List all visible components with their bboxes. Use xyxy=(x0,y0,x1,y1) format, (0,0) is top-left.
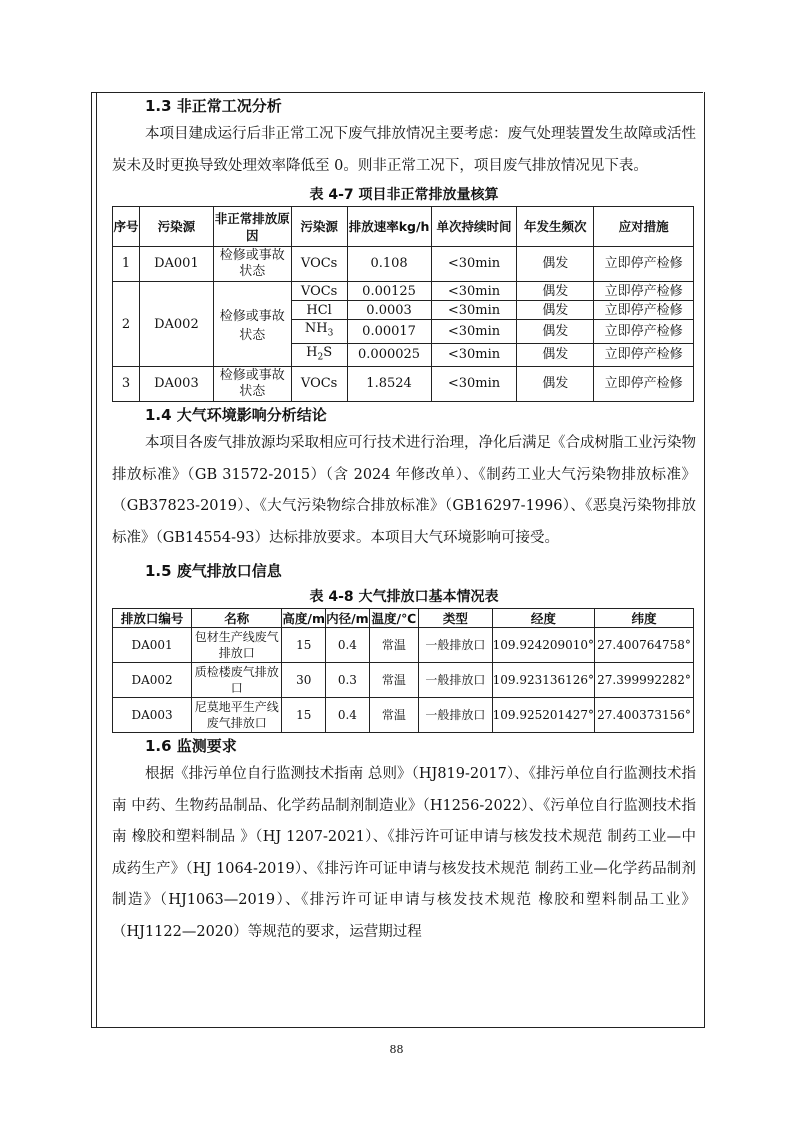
cell-temperature: 常温 xyxy=(369,663,418,698)
col-header-temperature: 温度/℃ xyxy=(369,609,418,628)
cell-frequency: 偶发 xyxy=(517,282,594,301)
col-header-source: 污染源 xyxy=(139,207,213,247)
cell-rate: 0.00017 xyxy=(347,320,431,344)
cell-frequency: 偶发 xyxy=(517,367,594,402)
section-heading-1-4: 1.4 大气环境影响分析结论 xyxy=(145,406,327,425)
cell-frequency: 偶发 xyxy=(517,301,594,320)
col-header-measure: 应对措施 xyxy=(594,207,694,247)
table-4-8 xyxy=(112,608,694,733)
col-header-latitude: 纬度 xyxy=(595,609,694,628)
cell-duration: <30min xyxy=(431,367,517,402)
table-row xyxy=(113,628,694,663)
cell-height: 15 xyxy=(282,628,326,663)
cell-rate: 0.0003 xyxy=(347,301,431,320)
cell-measure: 立即停产检修 xyxy=(594,301,694,320)
col-header-name: 名称 xyxy=(192,609,282,628)
cell-diameter: 0.4 xyxy=(326,628,370,663)
cell-type: 一般排放口 xyxy=(419,663,493,698)
cell-reason: 检修或事故状态 xyxy=(213,282,291,367)
table-header-row xyxy=(113,609,694,628)
cell-frequency: 偶发 xyxy=(517,343,594,367)
cell-name: 质检楼废气排放口 xyxy=(192,663,282,698)
cell-name: 包材生产线废气排放口 xyxy=(192,628,282,663)
col-header-type: 类型 xyxy=(419,609,493,628)
section-heading-1-5: 1.5 废气排放口信息 xyxy=(145,562,282,581)
table-row xyxy=(113,367,694,402)
cell-pollutant xyxy=(291,320,347,344)
cell-measure: 立即停产检修 xyxy=(594,282,694,301)
cell-duration: <30min xyxy=(431,320,517,344)
cell-rate: 0.108 xyxy=(347,247,431,282)
cell-latitude: 27.400373156° xyxy=(595,698,694,733)
cell-outlet-id: DA001 xyxy=(113,628,192,663)
cell-duration: <30min xyxy=(431,343,517,367)
cell-duration: <30min xyxy=(431,301,517,320)
cell-no: 3 xyxy=(113,367,140,402)
col-header-reason: 非正常排放原因 xyxy=(213,207,291,247)
table-4-8-caption: 表 4-8 大气排放口基本情况表 xyxy=(309,589,499,606)
cell-no: 1 xyxy=(113,247,140,282)
page-number: 88 xyxy=(389,1043,404,1056)
cell-pollutant xyxy=(291,343,347,367)
cell-pollutant: HCl xyxy=(291,301,347,320)
cell-outlet-id: DA003 xyxy=(113,698,192,733)
pollutant-subscript: 3 xyxy=(327,328,334,339)
pollutant-formula: H xyxy=(306,344,318,360)
table-header-row xyxy=(113,207,694,247)
col-header-duration: 单次持续时间 xyxy=(431,207,517,247)
cell-type: 一般排放口 xyxy=(419,698,493,733)
col-header-pollutant: 污染源 xyxy=(291,207,347,247)
cell-diameter: 0.3 xyxy=(326,663,370,698)
cell-measure: 立即停产检修 xyxy=(594,343,694,367)
col-header-height: 高度/m xyxy=(282,610,325,626)
cell-duration: <30min xyxy=(431,247,517,282)
cell-source: DA001 xyxy=(139,247,213,282)
paragraph-monitoring: 根据《排污单位自行监测技术指南 总则》（HJ819-2017）、《排污单位自行监测技术指南 中药、生物药品制品、化学药品制剂制造业》（H1256-2022）、《污单位自行监测技术指南 橡胶和塑料制品 》（HJ 1207-2021）、《排污许可证申请与核发技术规范 制药工业—中成药生产》（HJ 1064-2019）、《排污许可证申请与核发技术规范 制药工业—化学药品制剂制造》（HJ1063—2019）、《排污许可证申请与核发技术规范 橡胶和塑料制品工业》（HJ1122—2020）等规范的要求，运营期过程 xyxy=(112,766,696,940)
cell-temperature: 常温 xyxy=(369,698,418,733)
cell-pollutant: VOCs xyxy=(291,367,347,402)
col-header-rate: 排放速率kg/h xyxy=(347,207,431,247)
cell-height: 15 xyxy=(282,698,326,733)
cell-source: DA002 xyxy=(139,282,213,367)
cell-pollutant: VOCs xyxy=(291,282,347,301)
cell-latitude: 27.400764758° xyxy=(595,628,694,663)
section-heading-1-6: 1.6 监测要求 xyxy=(145,737,237,756)
pollutant-formula-tail: S xyxy=(323,344,333,360)
col-header-longitude: 经度 xyxy=(492,609,594,628)
table-row xyxy=(113,698,694,733)
cell-frequency: 偶发 xyxy=(517,320,594,344)
paragraph-impact-conclusion: 本项目各废气排放源均采取相应可行技术进行治理，净化后满足《合成树脂工业污染物排放标准》（GB 31572-2015）（含 2024 年修改单）、《制药工业大气污染物排放标准》（GB37823-2019）、《大气污染物综合排放标准》（GB16297-1996）、《恶臭污染物排放标准》（GB14554-93）达标排放要求。本项目大气环境影响可接受。 xyxy=(112,435,696,546)
paragraph-abnormal-conditions: 本项目建成运行后非正常工况下废气排放情况主要考虑：废气处理装置发生故障或活性炭未及时更换导致处理效率降低至 0。则非正常工况下，项目废气排放情况见下表。 xyxy=(112,126,696,174)
col-header-frequency: 年发生频次 xyxy=(517,207,594,247)
cell-longitude: 109.924209010° xyxy=(492,628,594,663)
cell-outlet-id: DA002 xyxy=(113,663,192,698)
cell-no: 2 xyxy=(113,282,140,367)
cell-rate: 1.8524 xyxy=(347,367,431,402)
cell-name: 尼莫地平生产线废气排放口 xyxy=(192,698,282,733)
cell-pollutant: VOCs xyxy=(291,247,347,282)
frame-inner-border xyxy=(96,92,97,1027)
document-body xyxy=(112,93,696,948)
pollutant-subscript: 2 xyxy=(317,352,324,363)
cell-measure: 立即停产检修 xyxy=(594,320,694,344)
cell-measure: 立即停产检修 xyxy=(594,247,694,282)
table-row xyxy=(113,663,694,698)
pollutant-formula: NH xyxy=(304,321,328,336)
cell-rate: 0.000025 xyxy=(347,343,431,367)
table-4-7-caption: 表 4-7 项目非正常排放量核算 xyxy=(309,187,499,203)
cell-diameter: 0.4 xyxy=(326,698,370,733)
cell-latitude: 27.399992282° xyxy=(595,663,694,698)
cell-temperature: 常温 xyxy=(369,628,418,663)
table-row xyxy=(113,247,694,282)
table-row xyxy=(113,282,694,301)
cell-longitude: 109.925201427° xyxy=(492,698,594,733)
col-header-no: 序号 xyxy=(113,207,140,247)
table-4-7 xyxy=(112,206,694,402)
cell-height: 30 xyxy=(282,663,326,698)
cell-rate: 0.00125 xyxy=(347,282,431,301)
section-heading-1-3: 1.3 非正常工况分析 xyxy=(145,97,282,115)
cell-duration: <30min xyxy=(431,282,517,301)
cell-longitude: 109.923136126° xyxy=(492,663,594,698)
col-header-diameter: 内径/m xyxy=(326,610,369,626)
cell-frequency: 偶发 xyxy=(517,247,594,282)
cell-source: DA003 xyxy=(139,367,213,402)
col-header-outlet-id: 排放口编号 xyxy=(113,609,192,628)
cell-measure: 立即停产检修 xyxy=(594,367,694,402)
cell-reason: 检修或事故状态 xyxy=(213,247,291,282)
cell-type: 一般排放口 xyxy=(419,628,493,663)
cell-reason: 检修或事故状态 xyxy=(213,367,291,402)
